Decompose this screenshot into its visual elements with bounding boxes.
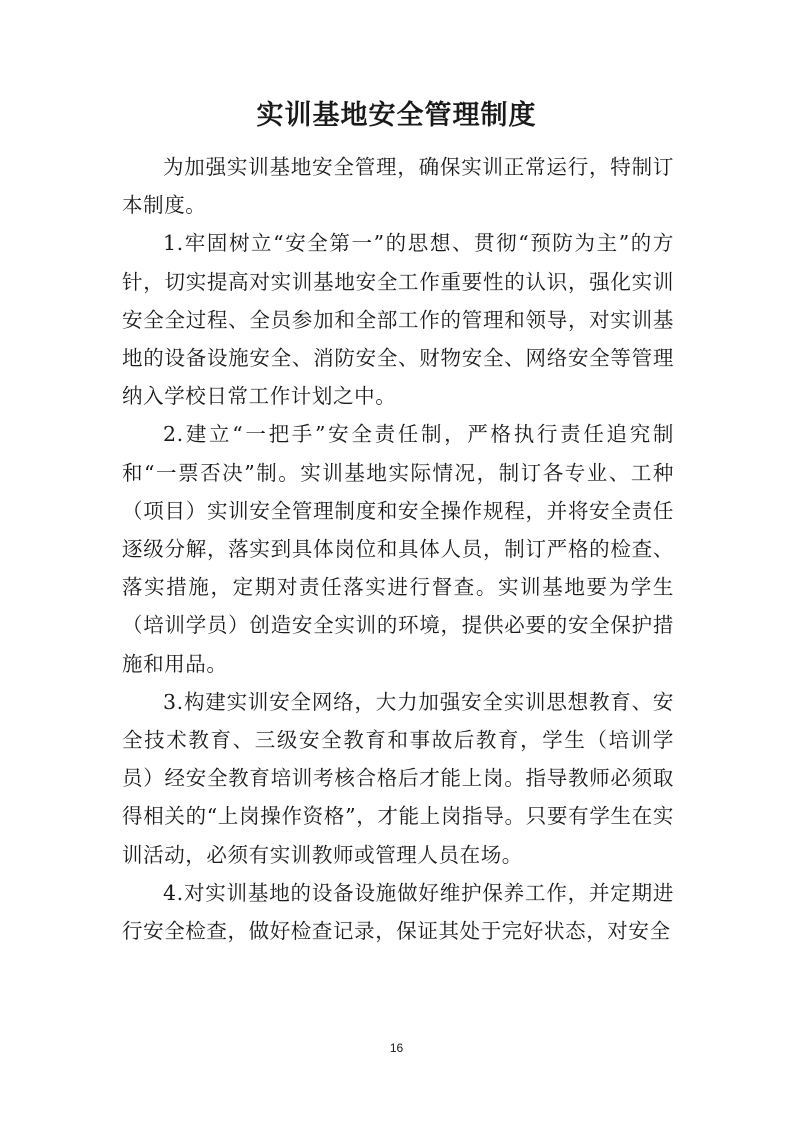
document-body [122,148,674,950]
document-title: 实训基地安全管理制度 [256,100,537,131]
paragraph-intro: 为加强实训基地安全管理，确保实训正常运行，特制订本制度。 [122,155,674,218]
page-number: 16 [389,1041,404,1055]
paragraph-item-2: 2.建立“一把手”安全责任制，严格执行责任追究制和“一票否决”制。实训基地实际情况，制订各专业、工种（项目）实训安全管理制度和安全操作规程，并将安全责任逐级分解，落实到具体岗位和具体人员，制订严格的检查、落实措施，定期对责任落实进行督查。实训基地要为学生（培训学员）创造安全实训的环境，提供必要的安全保护措施和用品。 [122,422,674,676]
paragraph-item-1: 1.牢固树立“安全第一”的思想、贯彻“预防为主”的方针，切实提高对实训基地安全工作重要性的认识，强化实训安全全过程、全员参加和全部工作的管理和领导，对实训基地的设备设施安全、消防安全、财物安全、网络安全等管理纳入学校日常工作计划之中。 [122,231,674,409]
paragraph-item-4: 4.对实训基地的设备设施做好维护保养工作，并定期进行安全检查，做好检查记录，保证其处于完好状态，对安全 [122,880,674,944]
paragraph-item-3: 3.构建实训安全网络，大力加强安全实训思想教育、安全技术教育、三级安全教育和事故后教育，学生（培训学员）经安全教育培训考核合格后才能上岗。指导教师必须取得相关的“上岗操作资格”，才能上岗指导。只要有学生在实训活动，必须有实训教师或管理人员在场。 [122,689,674,867]
